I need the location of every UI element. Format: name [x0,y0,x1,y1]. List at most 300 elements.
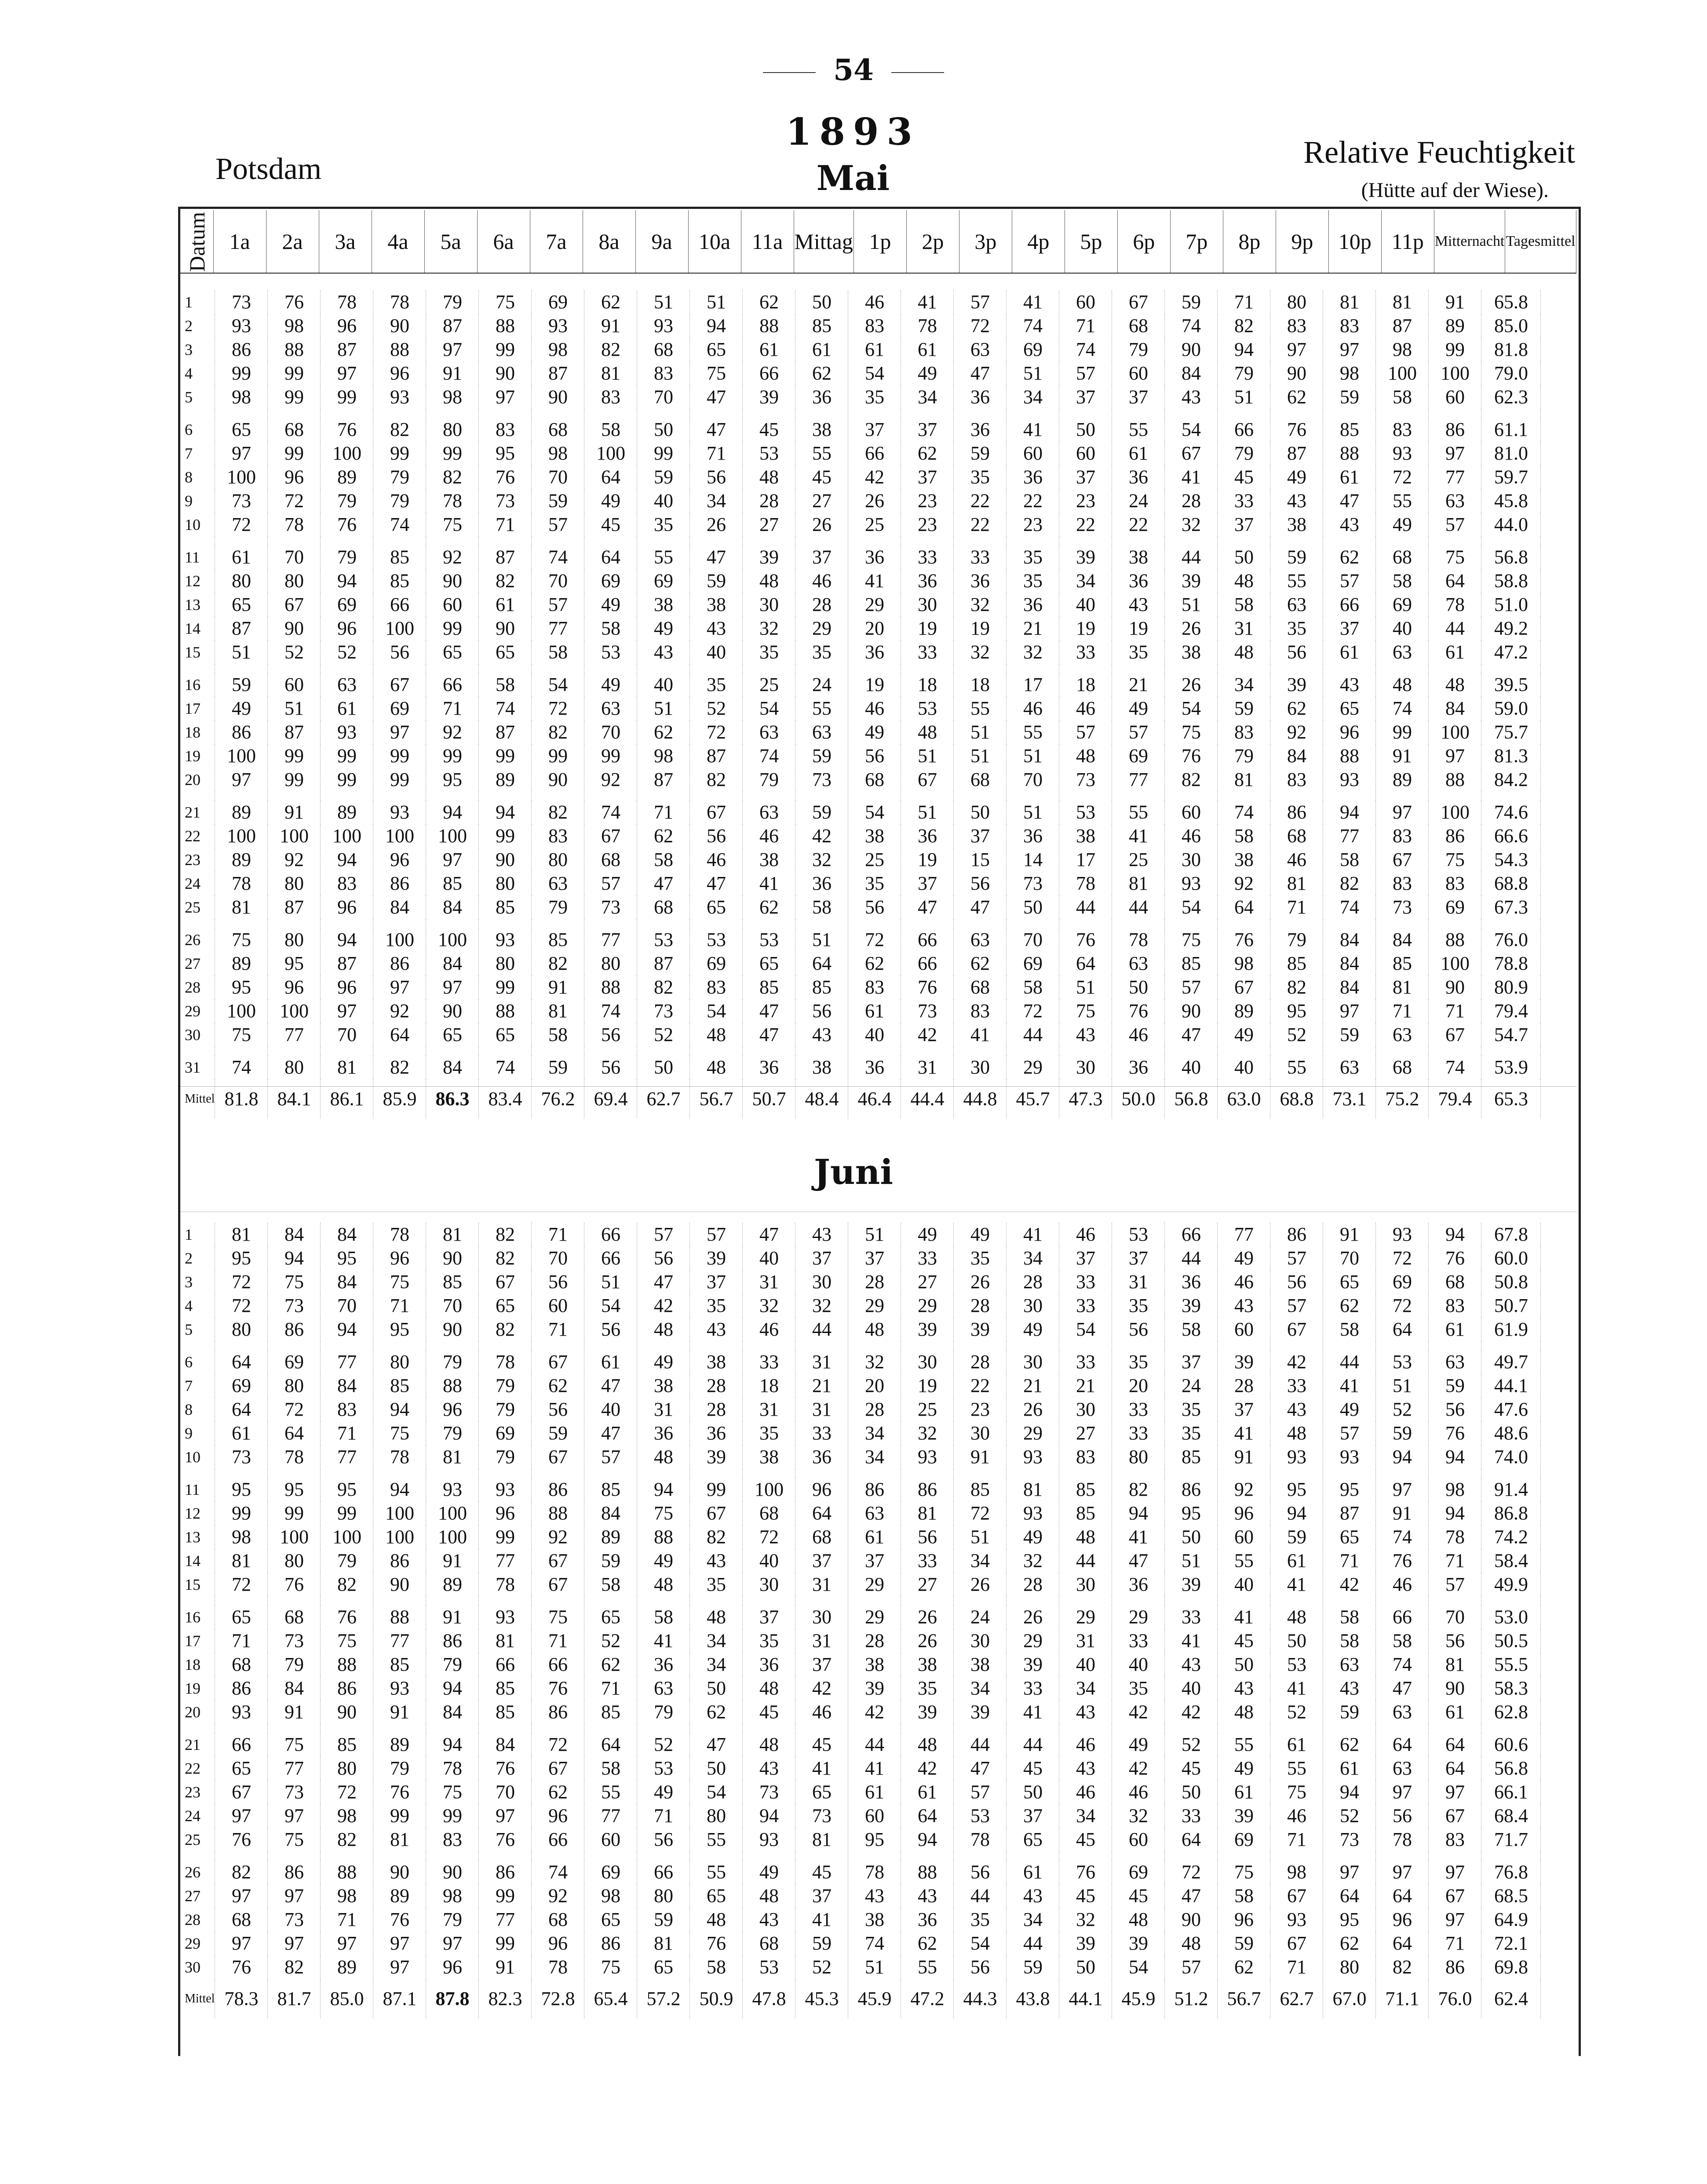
value-cell: 99 [268,385,321,409]
mean-cell: 56.7 [1218,1979,1270,2019]
value-cell: 23 [954,1398,1007,1421]
value-cell: 75 [268,1828,321,1852]
daily-mean-cell: 39.5 [1481,673,1541,697]
value-cell: 81 [1270,872,1323,895]
value-cell: 66 [901,952,954,975]
value-cell: 64 [795,1501,848,1525]
value-cell: 71 [1218,290,1270,314]
value-cell: 52 [1165,1733,1218,1757]
value-cell: 59 [1376,1421,1429,1445]
value-cell: 79 [743,768,795,792]
value-cell: 69 [1007,952,1059,975]
daily-mean-cell: 50.8 [1481,1270,1541,1294]
value-cell: 26 [954,1270,1007,1294]
value-cell: 55 [901,1955,954,1979]
value-cell: 81 [795,1828,848,1852]
value-cell: 99 [321,1501,373,1525]
value-cell: 44 [1112,895,1165,919]
value-cell: 50 [1218,545,1270,569]
value-cell: 80 [215,1318,268,1341]
value-cell: 35 [743,640,795,664]
value-cell: 75 [584,1955,637,1979]
value-cell: 54 [690,1780,743,1804]
value-cell: 100 [321,1525,373,1549]
value-cell: 45 [1218,465,1270,489]
value-cell: 51 [848,1955,901,1979]
value-cell: 67 [1429,1884,1481,1908]
value-cell: 62 [1270,697,1323,720]
value-cell: 99 [690,1478,743,1501]
value-cell: 84 [1165,362,1218,385]
value-cell: 94 [1112,1501,1165,1525]
value-cell: 61 [584,1350,637,1374]
value-cell: 53 [690,928,743,952]
daily-mean-cell: 48.6 [1481,1421,1541,1445]
value-cell: 41 [795,1757,848,1780]
value-cell: 78 [901,314,954,338]
value-cell: 43 [637,640,690,664]
value-cell: 95 [321,1478,373,1501]
value-cell: 61 [1323,465,1376,489]
value-cell: 37 [901,465,954,489]
value-cell: 36 [795,1445,848,1469]
value-cell: 99 [426,744,479,768]
mean-cell: 47.8 [743,1979,795,2019]
value-cell: 68 [954,768,1007,792]
value-cell: 54 [584,1294,637,1318]
value-cell: 90 [373,314,426,338]
value-cell: 30 [1059,1573,1112,1596]
value-cell: 53 [1059,800,1112,824]
value-cell: 73 [901,999,954,1023]
value-cell: 78 [215,872,268,895]
value-cell: 92 [426,545,479,569]
value-cell: 41 [1007,1223,1059,1246]
value-cell: 41 [1218,1605,1270,1629]
date-cell: 1 [180,1223,215,1246]
value-cell: 58 [637,848,690,872]
value-cell: 37 [1059,1246,1112,1270]
value-cell: 91 [954,1445,1007,1469]
value-cell: 17 [1059,848,1112,872]
value-cell: 46 [1059,1780,1112,1804]
value-cell: 88 [321,1653,373,1676]
value-cell: 43 [743,1908,795,1932]
value-cell: 76 [1270,418,1323,442]
value-cell: 71 [426,697,479,720]
value-cell: 63 [1112,952,1165,975]
date-cell: 26 [180,928,215,952]
value-cell: 97 [215,768,268,792]
table-row [180,418,1541,442]
value-cell: 81 [532,999,584,1023]
value-cell: 78 [373,1223,426,1246]
mean-label: Mittel [180,1979,215,2019]
value-cell: 48 [690,1605,743,1629]
value-cell: 100 [1376,362,1429,385]
value-cell: 87 [479,545,532,569]
value-cell: 69 [268,1350,321,1374]
value-cell: 99 [373,1804,426,1828]
value-cell: 73 [268,1780,321,1804]
value-cell: 27 [795,489,848,513]
value-cell: 83 [479,418,532,442]
value-cell: 84 [479,1733,532,1757]
daily-mean-cell: 76.0 [1481,928,1541,952]
value-cell: 17 [1007,673,1059,697]
value-cell: 93 [321,720,373,744]
value-cell: 69 [690,952,743,975]
value-cell: 70 [321,1023,373,1047]
value-cell: 71 [1270,895,1323,919]
value-cell: 30 [954,1629,1007,1653]
value-cell: 64 [1165,1828,1218,1852]
value-cell: 58 [1323,1629,1376,1653]
value-cell: 69 [1218,1828,1270,1852]
value-cell: 76 [268,1573,321,1596]
date-cell: 24 [180,1804,215,1828]
value-cell: 83 [584,385,637,409]
value-cell: 61 [1429,1318,1481,1341]
value-cell: 75 [1429,848,1481,872]
value-cell: 71 [637,800,690,824]
value-cell: 99 [215,1501,268,1525]
date-cell: 20 [180,768,215,792]
value-cell: 26 [690,513,743,537]
value-cell: 59 [795,1932,848,1955]
date-cell: 19 [180,1676,215,1700]
daily-mean-cell: 61.1 [1481,418,1541,442]
table-row [180,1700,1541,1724]
value-cell: 84 [268,1676,321,1700]
value-cell: 35 [637,513,690,537]
value-cell: 57 [532,593,584,617]
value-cell: 68 [743,1932,795,1955]
value-cell: 84 [373,895,426,919]
value-cell: 56 [637,1246,690,1270]
daily-mean-cell: 68.8 [1481,872,1541,895]
value-cell: 59 [1323,1700,1376,1724]
value-cell: 36 [954,569,1007,593]
value-cell: 49 [637,1549,690,1573]
value-cell: 62 [954,952,1007,975]
value-cell: 71 [532,1629,584,1653]
table-row [180,673,1541,697]
value-cell: 41 [901,290,954,314]
value-cell: 72 [1007,999,1059,1023]
value-cell: 83 [1429,1294,1481,1318]
value-cell: 70 [584,720,637,744]
value-cell: 83 [426,1828,479,1852]
table-row [180,1549,1541,1573]
daily-mean-cell: 58.4 [1481,1549,1541,1573]
value-cell: 34 [1059,569,1112,593]
date-cell: 27 [180,952,215,975]
value-cell: 64 [1218,895,1270,919]
value-cell: 30 [1059,1055,1112,1079]
value-cell: 51 [1165,1549,1218,1573]
value-cell: 99 [479,1884,532,1908]
value-cell: 26 [1007,1605,1059,1629]
value-cell: 73 [268,1629,321,1653]
value-cell: 30 [743,593,795,617]
mean-cell: 47.3 [1059,1079,1112,1119]
value-cell: 68 [1429,1270,1481,1294]
value-cell: 38 [848,1908,901,1932]
value-cell: 97 [479,385,532,409]
value-cell: 82 [268,1955,321,1979]
value-cell: 36 [848,545,901,569]
value-cell: 84 [426,1055,479,1079]
column-header: Mittag [794,210,854,273]
value-cell: 72 [954,1501,1007,1525]
value-cell: 84 [426,895,479,919]
value-cell: 99 [426,617,479,640]
value-cell: 68 [584,848,637,872]
value-cell: 95 [215,975,268,999]
value-cell: 76 [1376,1549,1429,1573]
value-cell: 77 [584,928,637,952]
mean-cell: 85.9 [373,1079,426,1119]
value-cell: 66 [532,1828,584,1852]
value-cell: 73 [479,489,532,513]
date-cell: 6 [180,1350,215,1374]
value-cell: 38 [637,593,690,617]
value-cell: 48 [743,465,795,489]
value-cell: 25 [743,673,795,697]
mean-cell: 83.4 [479,1079,532,1119]
value-cell: 26 [901,1629,954,1653]
value-cell: 31 [901,1055,954,1079]
value-cell: 85 [479,895,532,919]
value-cell: 94 [426,1733,479,1757]
value-cell: 48 [848,1318,901,1341]
value-cell: 67 [532,1757,584,1780]
daily-mean-cell: 47.2 [1481,640,1541,664]
value-cell: 28 [1218,1374,1270,1398]
value-cell: 61 [743,338,795,362]
value-cell: 76 [321,1605,373,1629]
column-header: 1p [854,210,906,273]
value-cell: 55 [954,697,1007,720]
value-cell: 68 [743,1501,795,1525]
value-cell: 93 [479,1605,532,1629]
value-cell: 85 [479,1676,532,1700]
value-cell: 51 [584,1270,637,1294]
value-cell: 62 [848,952,901,975]
value-cell: 78 [848,1860,901,1884]
value-cell: 78 [373,1445,426,1469]
value-cell: 83 [1323,314,1376,338]
value-cell: 64 [373,1023,426,1047]
date-cell: 16 [180,1605,215,1629]
value-cell: 91 [1376,744,1429,768]
table-row [180,593,1541,617]
value-cell: 86 [268,1318,321,1341]
value-cell: 33 [1112,1398,1165,1421]
table-row [180,1757,1541,1780]
value-cell: 47 [743,999,795,1023]
value-cell: 97 [321,362,373,385]
value-cell: 92 [532,1525,584,1549]
value-cell: 32 [1112,1804,1165,1828]
value-cell: 31 [1218,617,1270,640]
value-cell: 96 [268,465,321,489]
mean-cell: 68.8 [1270,1079,1323,1119]
value-cell: 47 [690,418,743,442]
value-cell: 45 [1218,1629,1270,1653]
value-cell: 93 [373,1676,426,1700]
value-cell: 34 [901,385,954,409]
value-cell: 25 [848,513,901,537]
value-cell: 91 [584,314,637,338]
value-cell: 40 [1376,617,1429,640]
value-cell: 23 [901,513,954,537]
value-cell: 57 [1059,362,1112,385]
value-cell: 74 [1429,1055,1481,1079]
value-cell: 46 [1376,1573,1429,1596]
value-cell: 76 [1059,1860,1112,1884]
value-cell: 66 [584,1246,637,1270]
value-cell: 41 [1007,1700,1059,1724]
value-cell: 80 [426,418,479,442]
value-cell: 88 [743,314,795,338]
value-cell: 99 [373,744,426,768]
value-cell: 39 [690,1246,743,1270]
value-cell: 45 [1059,1884,1112,1908]
column-header-row [180,210,1576,274]
value-cell: 15 [954,848,1007,872]
value-cell: 38 [795,418,848,442]
value-cell: 79 [1218,362,1270,385]
table-row [180,1804,1541,1828]
value-cell: 77 [1218,1223,1270,1246]
value-cell: 94 [1429,1223,1481,1246]
value-cell: 78 [426,1757,479,1780]
value-cell: 51 [901,800,954,824]
value-cell: 59 [532,1055,584,1079]
value-cell: 33 [1218,489,1270,513]
value-cell: 49 [848,720,901,744]
value-cell: 97 [268,1884,321,1908]
value-cell: 25 [848,848,901,872]
value-cell: 97 [1323,1860,1376,1884]
value-cell: 100 [321,442,373,465]
value-cell: 90 [373,1860,426,1884]
value-cell: 79 [373,489,426,513]
value-cell: 51 [1376,1374,1429,1398]
value-cell: 26 [1165,617,1218,640]
column-header: 7p [1170,210,1223,273]
value-cell: 70 [321,1294,373,1318]
value-cell: 44 [1007,1023,1059,1047]
value-cell: 58 [637,1605,690,1629]
date-cell: 23 [180,1780,215,1804]
value-cell: 93 [1323,768,1376,792]
value-cell: 38 [690,593,743,617]
value-cell: 48 [690,1023,743,1047]
value-cell: 22 [954,489,1007,513]
value-cell: 54 [1165,418,1218,442]
value-cell: 66 [426,673,479,697]
value-cell: 66 [215,1733,268,1757]
value-cell: 33 [1112,1629,1165,1653]
value-cell: 56 [1429,1398,1481,1421]
value-cell: 52 [584,1629,637,1653]
value-cell: 42 [795,824,848,848]
value-cell: 74 [1165,314,1218,338]
value-cell: 62 [532,1374,584,1398]
value-cell: 54 [532,673,584,697]
value-cell: 53 [1270,1653,1323,1676]
value-cell: 20 [848,617,901,640]
value-cell: 61 [215,545,268,569]
daily-mean-cell: 58.8 [1481,569,1541,593]
value-cell: 96 [1218,1501,1270,1525]
value-cell: 23 [1007,513,1059,537]
value-cell: 56 [637,1828,690,1852]
value-cell: 93 [1376,442,1429,465]
value-cell: 68 [268,1605,321,1629]
value-cell: 81 [1429,1653,1481,1676]
value-cell: 83 [321,872,373,895]
value-cell: 66 [373,593,426,617]
value-cell: 48 [1218,1700,1270,1724]
value-cell: 78 [268,1445,321,1469]
value-cell: 82 [532,720,584,744]
value-cell: 81 [426,1223,479,1246]
value-cell: 32 [795,848,848,872]
value-cell: 86 [532,1700,584,1724]
value-cell: 75 [215,928,268,952]
daily-mean-cell: 81.3 [1481,744,1541,768]
value-cell: 85 [426,1270,479,1294]
value-cell: 52 [795,1955,848,1979]
value-cell: 48 [637,1318,690,1341]
date-cell: 15 [180,1573,215,1596]
value-cell: 48 [743,1884,795,1908]
value-cell: 20 [1112,1374,1165,1398]
value-cell: 89 [479,768,532,792]
value-cell: 59 [795,800,848,824]
column-header: Mitternacht [1434,210,1505,273]
value-cell: 55 [795,697,848,720]
value-cell: 48 [743,569,795,593]
value-cell: 32 [743,1294,795,1318]
value-cell: 79 [321,545,373,569]
value-cell: 44 [848,1733,901,1757]
value-cell: 64 [1323,1884,1376,1908]
value-cell: 84 [584,1501,637,1525]
value-cell: 74 [1376,1653,1429,1676]
value-cell: 65 [215,1757,268,1780]
value-cell: 71 [373,1294,426,1318]
value-cell: 75 [373,1421,426,1445]
table-row [180,362,1541,385]
value-cell: 56 [848,895,901,919]
value-cell: 79 [479,1445,532,1469]
value-cell: 57 [1429,513,1481,537]
mean-cell: 56.7 [690,1079,743,1119]
value-cell: 38 [1218,848,1270,872]
daily-mean-cell: 50.7 [1481,1294,1541,1318]
value-cell: 53 [637,928,690,952]
value-cell: 94 [1323,1780,1376,1804]
value-cell: 34 [1059,1676,1112,1700]
value-cell: 21 [795,1374,848,1398]
table-row [180,489,1541,513]
value-cell: 85 [584,1478,637,1501]
